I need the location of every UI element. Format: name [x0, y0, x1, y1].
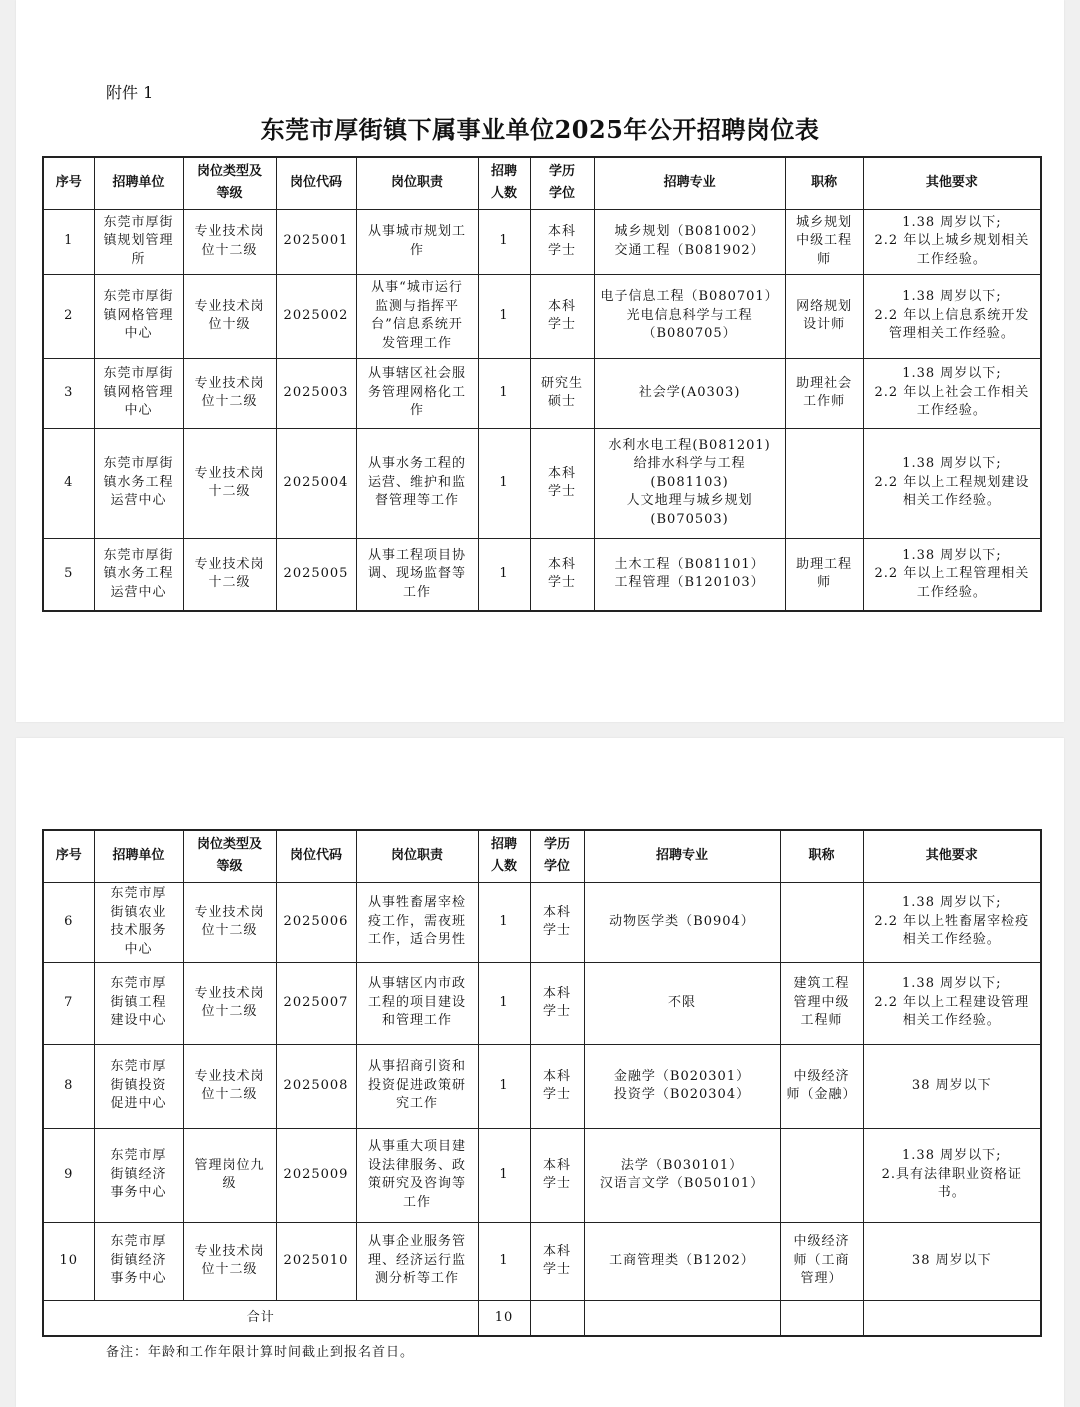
cell-unit: 东莞市厚 街镇经济 事务中心 — [94, 1128, 183, 1222]
cell-title: 中级经济 师（金融） — [780, 1044, 863, 1128]
cell-duty: 从事工程项目协 调、现场监督等 工作 — [356, 538, 478, 611]
cell-code: 2025001 — [276, 209, 356, 274]
cell-major: 动物医学类（B0904） — [584, 882, 780, 962]
cell-duty: 从事“城市运行 监测与指挥平 台”信息系统开 发管理工作 — [356, 274, 478, 358]
cell-major: 法学（B030101） 汉语言文学（B050101） — [584, 1128, 780, 1222]
cell-unit: 东莞市厚街 镇水务工程 运营中心 — [94, 428, 183, 538]
cell-code: 2025008 — [276, 1044, 356, 1128]
header-education: 学历 学位 — [530, 157, 594, 209]
cell-position-type: 专业技术岗 十二级 — [183, 428, 276, 538]
table-row — [43, 1222, 1041, 1300]
cell-title — [785, 428, 863, 538]
cell-title — [780, 1128, 863, 1222]
cell-count: 1 — [478, 274, 530, 358]
table-row — [43, 209, 1041, 274]
cell-seq: 5 — [43, 538, 94, 611]
cell-other: 1.38 周岁以下; 2.2 年以上社会工作相关 工作经验。 — [863, 358, 1041, 428]
cell-position-type: 专业技术岗 位十二级 — [183, 209, 276, 274]
cell-seq: 10 — [43, 1222, 94, 1300]
cell-other: 1.38 周岁以下; 2.2 年以上工程管理相关 工作经验。 — [863, 538, 1041, 611]
jobs-table-page-1 — [42, 156, 1042, 612]
cell-other: 38 周岁以下 — [863, 1044, 1041, 1128]
attachment-label: 附件 1 — [106, 83, 154, 102]
header-code: 岗位代码 — [276, 157, 356, 209]
cell-education: 本科 学士 — [530, 962, 584, 1044]
cell-code: 2025009 — [276, 1128, 356, 1222]
table-row — [43, 1044, 1041, 1128]
cell-unit: 东莞市厚街 镇规划管理 所 — [94, 209, 183, 274]
cell-seq: 6 — [43, 882, 94, 962]
cell-position-type: 专业技术岗 十二级 — [183, 538, 276, 611]
cell-position-type: 专业技术岗 位十级 — [183, 274, 276, 358]
cell-seq: 3 — [43, 358, 94, 428]
cell-education: 本科 学士 — [530, 1044, 584, 1128]
cell-duty: 从事辖区社会服 务管理网格化工 作 — [356, 358, 478, 428]
cell-duty: 从事企业服务管 理、经济运行监 测分析等工作 — [356, 1222, 478, 1300]
header-other: 其他要求 — [863, 157, 1041, 209]
cell-code: 2025010 — [276, 1222, 356, 1300]
cell-duty: 从事城市规划工 作 — [356, 209, 478, 274]
cell-seq: 8 — [43, 1044, 94, 1128]
cell-position-type: 管理岗位九 级 — [183, 1128, 276, 1222]
jobs-table-page-2 — [42, 829, 1042, 1337]
header-position-type: 岗位类型及 等级 — [183, 830, 276, 882]
document-page-1 — [16, 0, 1064, 722]
cell-title: 城乡规划 中级工程 师 — [785, 209, 863, 274]
cell-code: 2025004 — [276, 428, 356, 538]
header-major: 招聘专业 — [594, 157, 785, 209]
header-duty: 岗位职责 — [356, 157, 478, 209]
header-education: 学历 学位 — [530, 830, 584, 882]
cell-major: 金融学（B020301） 投资学（B020304） — [584, 1044, 780, 1128]
cell-other: 1.38 周岁以下; 2.2 年以上工程建设管理 相关工作经验。 — [863, 962, 1041, 1044]
cell-title: 助理工程 师 — [785, 538, 863, 611]
cell-count: 1 — [478, 538, 530, 611]
cell-code: 2025003 — [276, 358, 356, 428]
table-row — [43, 538, 1041, 611]
cell-major: 社会学(A0303) — [594, 358, 785, 428]
footnote: 备注：年龄和工作年限计算时间截止到报名首日。 — [106, 1345, 415, 1360]
cell-title: 助理社会 工作师 — [785, 358, 863, 428]
cell-seq: 4 — [43, 428, 94, 538]
cell-education: 本科 学士 — [530, 1222, 584, 1300]
header-duty: 岗位职责 — [356, 830, 478, 882]
cell-position-type: 专业技术岗 位十二级 — [183, 1222, 276, 1300]
cell-unit: 东莞市厚 街镇农业 技术服务 中心 — [94, 882, 183, 962]
header-unit: 招聘单位 — [94, 157, 183, 209]
header-unit: 招聘单位 — [94, 830, 183, 882]
cell-major: 工商管理类（B1202） — [584, 1222, 780, 1300]
document-page-2 — [16, 738, 1064, 1407]
header-seq: 序号 — [43, 157, 94, 209]
cell-position-type: 专业技术岗 位十二级 — [183, 358, 276, 428]
cell-other: 1.38 周岁以下; 2.具有法律职业资格证 书。 — [863, 1128, 1041, 1222]
cell-unit: 东莞市厚 街镇工程 建设中心 — [94, 962, 183, 1044]
cell-count: 1 — [478, 209, 530, 274]
cell-seq: 9 — [43, 1128, 94, 1222]
cell-seq: 2 — [43, 274, 94, 358]
header-major: 招聘专业 — [584, 830, 780, 882]
cell-other: 1.38 周岁以下; 2.2 年以上城乡规划相关 工作经验。 — [863, 209, 1041, 274]
cell-count: 1 — [478, 428, 530, 538]
cell-major: 土木工程（B081101） 工程管理（B120103） — [594, 538, 785, 611]
cell-position-type: 专业技术岗 位十二级 — [183, 962, 276, 1044]
header-count: 招聘 人数 — [478, 157, 530, 209]
cell-title: 中级经济 师（工商 管理） — [780, 1222, 863, 1300]
cell-education: 本科 学士 — [530, 428, 594, 538]
cell-duty: 从事水务工程的 运营、维护和监 督管理等工作 — [356, 428, 478, 538]
cell-title — [780, 882, 863, 962]
cell-code: 2025002 — [276, 274, 356, 358]
cell-major: 城乡规划（B081002） 交通工程（B081902） — [594, 209, 785, 274]
document-title: 东莞市厚街镇下属事业单位2025年公开招聘岗位表 — [260, 115, 820, 144]
total-count: 10 — [478, 1300, 530, 1336]
cell-education: 本科 学士 — [530, 1128, 584, 1222]
cell-count: 1 — [478, 882, 530, 962]
cell-title: 网络规划 设计师 — [785, 274, 863, 358]
cell-unit: 东莞市厚 街镇经济 事务中心 — [94, 1222, 183, 1300]
table-header-row — [43, 157, 1041, 209]
cell-seq: 7 — [43, 962, 94, 1044]
header-position-type: 岗位类型及 等级 — [183, 157, 276, 209]
header-code: 岗位代码 — [276, 830, 356, 882]
cell-duty: 从事重大项目建 设法律服务、政 策研究及咨询等 工作 — [356, 1128, 478, 1222]
cell-other: 1.38 周岁以下; 2.2 年以上牲畜屠宰检疫 相关工作经验。 — [863, 882, 1041, 962]
table-row — [43, 274, 1041, 358]
cell-code: 2025006 — [276, 882, 356, 962]
cell-count: 1 — [478, 1044, 530, 1128]
table-row — [43, 1128, 1041, 1222]
table-row — [43, 358, 1041, 428]
cell-education: 本科 学士 — [530, 209, 594, 274]
table-header-row — [43, 830, 1041, 882]
cell-seq: 1 — [43, 209, 94, 274]
cell-other: 1.38 周岁以下; 2.2 年以上信息系统开发 管理相关工作经验。 — [863, 274, 1041, 358]
cell-count: 1 — [478, 962, 530, 1044]
header-title: 职称 — [785, 157, 863, 209]
cell-other: 1.38 周岁以下; 2.2 年以上工程规划建设 相关工作经验。 — [863, 428, 1041, 538]
cell-unit: 东莞市厚街 镇网格管理 中心 — [94, 274, 183, 358]
total-row — [43, 1300, 1041, 1336]
cell-duty: 从事辖区内市政 工程的项目建设 和管理工作 — [356, 962, 478, 1044]
cell-education: 本科 学士 — [530, 882, 584, 962]
cell-education: 本科 学士 — [530, 538, 594, 611]
header-count: 招聘 人数 — [478, 830, 530, 882]
cell-education: 本科 学士 — [530, 274, 594, 358]
cell-other: 38 周岁以下 — [863, 1222, 1041, 1300]
cell-major: 水利水电工程(B081201) 给排水科学与工程 (B081103) 人文地理与城乡规划 (B070503) — [594, 428, 785, 538]
cell-position-type: 专业技术岗 位十二级 — [183, 1044, 276, 1128]
cell-count: 1 — [478, 1128, 530, 1222]
cell-education: 研究生 硕士 — [530, 358, 594, 428]
table-row — [43, 882, 1041, 962]
header-title: 职称 — [780, 830, 863, 882]
cell-count: 1 — [478, 1222, 530, 1300]
cell-major: 不限 — [584, 962, 780, 1044]
table-row — [43, 962, 1041, 1044]
cell-unit: 东莞市厚街 镇网格管理 中心 — [94, 358, 183, 428]
header-seq: 序号 — [43, 830, 94, 882]
cell-count: 1 — [478, 358, 530, 428]
header-other: 其他要求 — [863, 830, 1041, 882]
cell-unit: 东莞市厚街 镇水务工程 运营中心 — [94, 538, 183, 611]
cell-code: 2025007 — [276, 962, 356, 1044]
table-row — [43, 428, 1041, 538]
cell-code: 2025005 — [276, 538, 356, 611]
cell-duty: 从事牲畜屠宰检 疫工作，需夜班 工作，适合男性 — [356, 882, 478, 962]
cell-title: 建筑工程 管理中级 工程师 — [780, 962, 863, 1044]
cell-major: 电子信息工程（B080701） 光电信息科学与工程 （B080705） — [594, 274, 785, 358]
cell-position-type: 专业技术岗 位十二级 — [183, 882, 276, 962]
total-label: 合计 — [43, 1300, 478, 1336]
cell-duty: 从事招商引资和 投资促进政策研 究工作 — [356, 1044, 478, 1128]
cell-unit: 东莞市厚 街镇投资 促进中心 — [94, 1044, 183, 1128]
